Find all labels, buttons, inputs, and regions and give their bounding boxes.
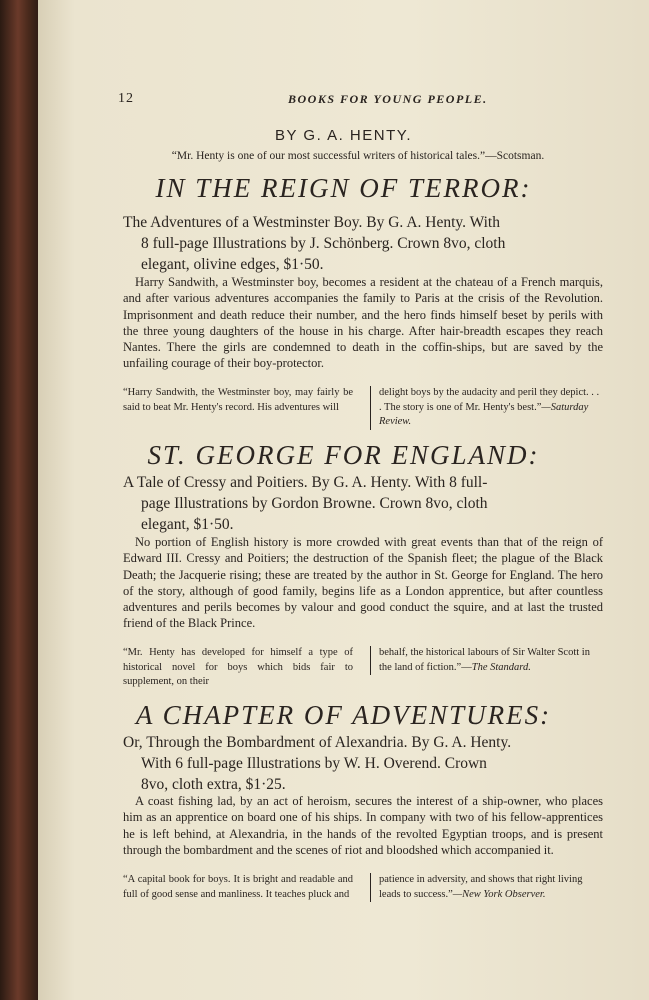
book-title: ST. GEORGE FOR ENGLAND: xyxy=(147,440,540,470)
book-subtitle xyxy=(123,732,598,795)
subtitle-line: elegant, $1·50. xyxy=(141,516,234,533)
review-left: “A capital book for boys. It is bright and readable and full of good sense and manliness. It teaches pluck and xyxy=(123,874,353,900)
review-block xyxy=(123,646,603,694)
book-subtitle xyxy=(123,472,598,535)
page-number: 12 xyxy=(118,91,134,106)
review-source: —Saturday Review. xyxy=(379,401,589,427)
book-spine xyxy=(0,0,40,1000)
subtitle-line: Or, Through the Bombardment of Alexandria. By G. A. Henty. xyxy=(123,734,512,751)
running-title: BOOKS FOR YOUNG PEOPLE. xyxy=(288,92,488,106)
review-text: delight boys by the audacity and peril they depict. . . . The story is one of Mr. Henty's best.” xyxy=(379,387,600,413)
description-text: No portion of English history is more crowded with great events than that of the reign of Edward III. Cressy and Poitiers; the destruction of the Spanish fleet; the plague of the Black Death; the Jacquerie rising; these are treated by the author in St. George for England. The hero of the story, although of good family, begins life as a London apprentice, but after countless adventures and perils becomes by valour and good conduct the squire, and at last the trusted friend of the Black Prince. xyxy=(123,535,603,631)
author-quote: “Mr. Henty is one of our most successful writers of historical tales.”—Scotsman. xyxy=(171,150,545,162)
subtitle-line: 8 full-page Illustrations by J. Schönberg. Crown 8vo, cloth xyxy=(141,235,506,252)
book-description xyxy=(123,793,603,858)
subtitle-line: elegant, olivine edges, $1·50. xyxy=(141,256,324,273)
author-heading: BY G. A. HENTY. xyxy=(275,127,412,144)
review-source: The Standard. xyxy=(471,661,531,673)
book-title: A CHAPTER OF ADVENTURES: xyxy=(135,700,552,730)
review-block xyxy=(123,386,603,434)
review-left: “Harry Sandwith, the Westminster boy, may fairly be said to beat Mr. Henty's record. His adventures will xyxy=(123,387,353,413)
review-text: behalf, the historical labours of Sir Walter Scott in the land of fiction.”— xyxy=(379,647,590,673)
review-right xyxy=(370,646,604,675)
book-title: IN THE REIGN OF TERROR: xyxy=(155,173,532,203)
description-text: Harry Sandwith, a Westminster boy, becomes a resident at the chateau of a French marquis, and after various adventures accompanies the family to Paris at the crisis of the Revolution. Imprisonment and death reduce their number, and the hero finds himself beset by perils with the three young daughters of the house in his charge. After hair-breadth escapes they reach Nantes. There the girls are condemned to death in the coffin-ships, but are saved by the unfailing courage of their boy-protector. xyxy=(123,275,603,371)
book-description xyxy=(123,274,603,372)
review-text: patience in adversity, and shows that right living leads to success.” xyxy=(379,874,583,900)
review-right xyxy=(370,386,604,430)
subtitle-line: page Illustrations by Gordon Browne. Crown 8vo, cloth xyxy=(141,495,488,512)
book-page xyxy=(38,0,649,1000)
review-block xyxy=(123,873,603,921)
book-description xyxy=(123,534,603,632)
review-left: “Mr. Henty has developed for himself a type of historical novel for boys which bids fair to supplement, on their xyxy=(123,647,353,687)
review-source: —New York Observer. xyxy=(452,888,546,900)
review-right xyxy=(370,873,604,902)
subtitle-line: A Tale of Cressy and Poitiers. By G. A. Henty. With 8 full- xyxy=(123,474,488,491)
subtitle-line: 8vo, cloth extra, $1·25. xyxy=(141,776,286,793)
subtitle-line: The Adventures of a Westminster Boy. By G. A. Henty. With xyxy=(123,214,500,231)
description-text: A coast fishing lad, by an act of heroism, secures the interest of a ship-owner, who places him as an apprentice on board one of his ships. In company with two of his fellow-apprentices he is left behind, at Alexandria, in the hands of the revolted Egyptian troops, and is present through the bombardment and the scenes of riot and bloodshed which accompanied it. xyxy=(123,794,603,857)
book-subtitle xyxy=(123,212,598,275)
subtitle-line: With 6 full-page Illustrations by W. H. Overend. Crown xyxy=(141,755,487,772)
